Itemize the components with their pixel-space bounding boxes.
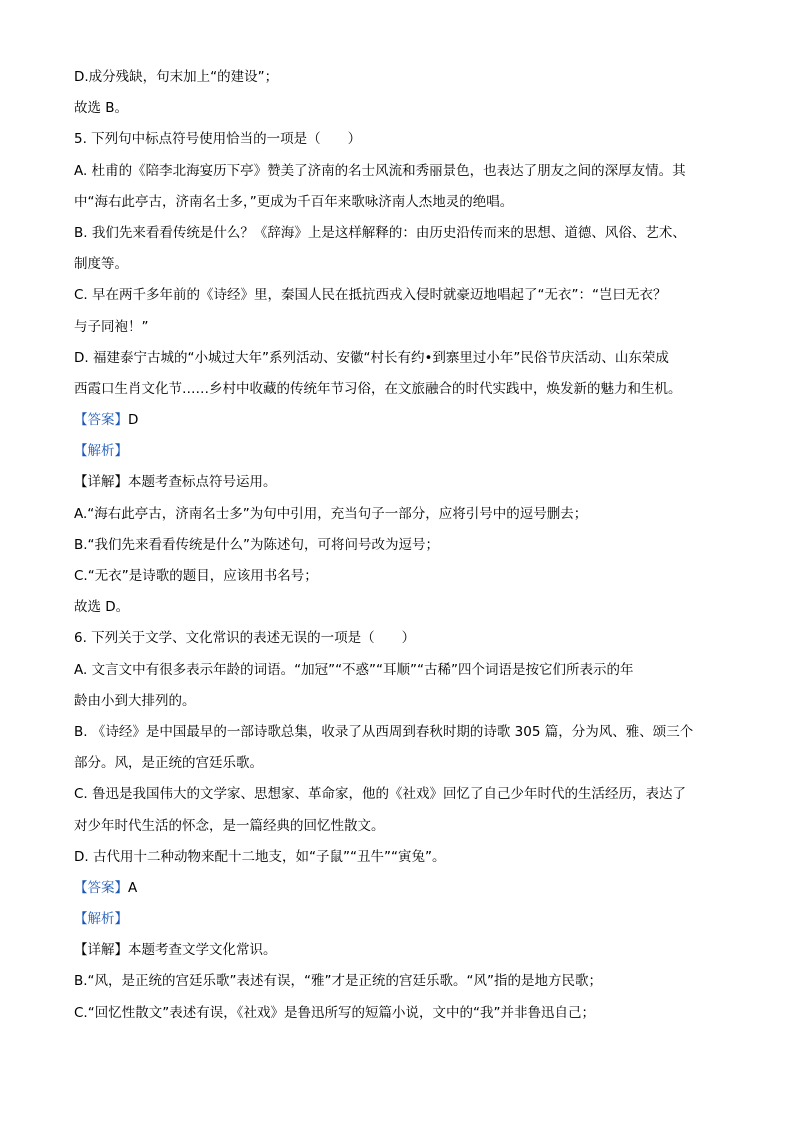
answer-tag: 【答案】: [74, 879, 128, 896]
answer-line: [74, 873, 726, 904]
analysis-tag: 【解析】: [74, 911, 128, 928]
option-d-cont: 西霞口生肖文化节……乡村中收藏的传统年节习俗，在文旅融合的时代实践中，焕发新的魅力和生机。: [74, 380, 682, 397]
detail-line: [74, 467, 726, 498]
option-b-cont: 制度等。: [74, 256, 128, 273]
option-c-cont: 与子同袍！”: [74, 318, 149, 335]
analysis-tag: 【解析】: [74, 443, 128, 460]
analysis-line: [74, 904, 726, 935]
explanation-b: B.“我们先来看看传统是什么”为陈述句，可将问号改为逗号；: [74, 536, 440, 553]
analysis-line: [74, 436, 726, 467]
document-page: [74, 62, 726, 1029]
explanation-b: B.“风，是正统的宫廷乐歌”表述有误，“雅”才是正统的宫廷乐歌。“风”指的是地方民歌；: [74, 973, 603, 990]
option-c-cont: 对少年时代生活的怀念，是一篇经典的回忆性散文。: [74, 817, 385, 834]
option-b: B. 《诗经》是中国最早的一部诗歌总集，收录了从西周到春秋时期的诗歌 305 篇，分为风、雅、颂三个: [74, 723, 694, 740]
answer-value: D: [128, 412, 139, 429]
explanation-a: A.“海右此亭古，济南名士多”为句中引用，充当句子一部分，应将引号中的逗号删去；: [74, 505, 588, 522]
answer-value: A: [128, 879, 138, 896]
explanation-c: C.“无衣”是诗歌的题目，应该用书名号；: [74, 568, 318, 584]
detail-text: 本题考查文学文化常识。: [128, 942, 277, 959]
answer-tag: 【答案】: [74, 412, 128, 429]
detail-text: 本题考查标点符号运用。: [128, 474, 277, 491]
option-b-cont: 部分。风，是正统的宫廷乐歌。: [74, 755, 263, 772]
question-6-stem: 6. 下列关于文学、文化常识的表述无误的一项是（ ）: [74, 630, 416, 647]
detail-tag: 【详解】: [74, 942, 128, 959]
explanation-c: C.“回忆性散文”表述有误，《社戏》是鲁迅所写的短篇小说，文中的“我”并非鲁迅自己；: [74, 1004, 595, 1021]
option-c: C. 早在两千多年前的《诗经》里，秦国人民在抵抗西戎入侵时就豪迈地唱起了“无衣”：“岂曰无衣？: [74, 287, 667, 304]
question-5-stem: 5. 下列句中标点符号使用恰当的一项是（ ）: [74, 131, 362, 148]
conclusion-line: 故选 D。: [74, 599, 130, 616]
detail-tag: 【详解】: [74, 474, 128, 491]
option-a-cont: 龄由小到大排列的。: [74, 692, 196, 709]
text-line: D.成分残缺，句末加上“的建设”；: [74, 69, 279, 85]
option-b: B. 我们先来看看传统是什么？《辞海》上是这样解释的：由历史沿传而来的思想、道德、风俗、艺术、: [74, 224, 686, 241]
answer-line: [74, 405, 726, 436]
option-a: A. 杜甫的《陪李北海宴历下亭》赞美了济南的名士风流和秀丽景色，也表达了朋友之间的深厚友情。其: [74, 162, 686, 179]
detail-line: [74, 935, 726, 966]
option-d: D. 古代用十二种动物来配十二地支，如“子鼠”“丑牛”“寅兔”。: [74, 848, 446, 865]
option-a: A. 文言文中有很多表示年龄的词语。“加冠”“不惑”“耳顺”“古稀”四个词语是按它们所表示的年: [74, 661, 634, 678]
option-c: C. 鲁迅是我国伟大的文学家、思想家、革命家，他的《社戏》回忆了自己少年时代的生活经历，表达了: [74, 786, 687, 803]
option-d: D. 福建泰宁古城的“小城过大年”系列活动、安徽“村长有约•到寨里过小年”民俗节庆活动、山东荣成: [74, 349, 669, 366]
option-a-cont: 中“海右此亭古，济南名士多，”更成为千百年来歌咏济南人杰地灵的绝唱。: [74, 193, 514, 210]
text-line: 故选 B。: [74, 100, 129, 117]
